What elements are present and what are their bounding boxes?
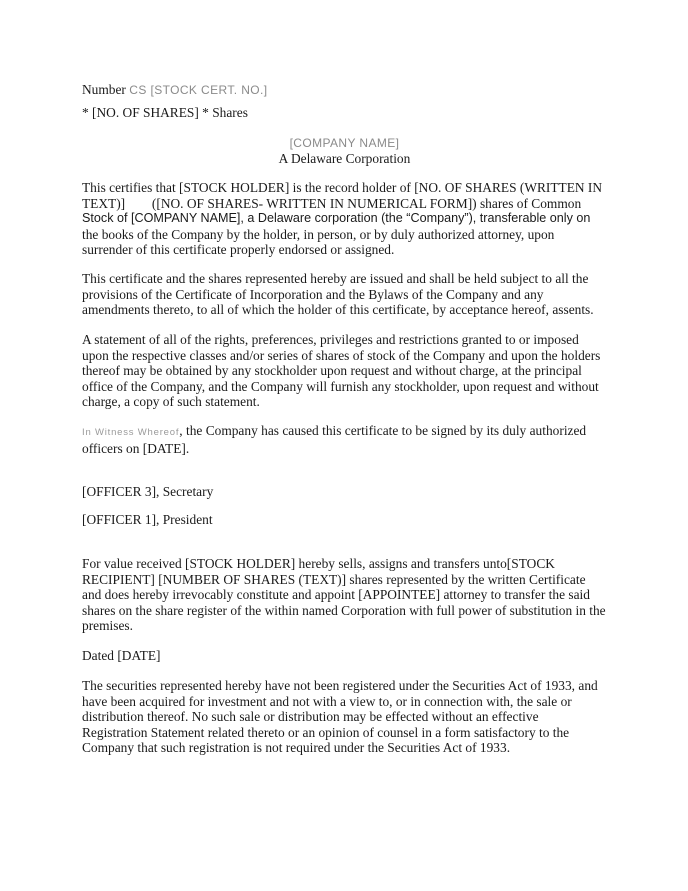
cert-line-2: [82, 196, 607, 212]
transfer-paragraph: For value received [STOCK HOLDER] hereby sells, assigns and transfers unto[STOCK RECIPIENT] [NUMBER OF SHARES (TEXT)] shares represented by the written Certificate and does hereby irrevocably constitute and appoint [APPOINTEE] attorney to transfer the said shares on the share register of the within named Corporation with full power of substitution in the premises.: [82, 556, 606, 634]
cert-line-5: surrender of this certificate properly endorsed or assigned.: [82, 242, 395, 258]
securities-legend-paragraph: The securities represented hereby have not been registered under the Securities Act of 1933, and have been acquired for investment and not with a view to, or in connection with, the sale or distribution thereof. No such sale or distribution may be effected without an effective Registration Statement related thereto or an opinion of counsel in a form satisfactory to the Company that such registration is not required under the Securities Act of 1933.: [82, 678, 598, 756]
company-name: [COMPANY NAME]: [289, 136, 400, 150]
officer-1-signature: [OFFICER 1], President: [82, 512, 213, 527]
witness-paragraph: [82, 423, 607, 456]
number-label: Number: [82, 82, 126, 97]
cert-line-2-text: TEXT)] ([NO. OF SHARES- WRITTEN IN NUMERICAL FORM]) shares of Common: [82, 195, 582, 211]
witness-text: , the Company has caused this certificate to be signed by its duly authorized officers on [DATE].: [82, 423, 587, 456]
shares-line: * [NO. OF SHARES] * Shares: [82, 105, 248, 120]
cert-line-1: This certifies that [STOCK HOLDER] is the record holder of [NO. OF SHARES (WRITTEN IN: [82, 180, 603, 195]
cert-line-3: Stock of [COMPANY NAME], a Delaware corporation (the “Company”), transferable only on: [82, 211, 591, 226]
certificate-number-placeholder: CS [STOCK CERT. NO.]: [129, 83, 268, 97]
cert-line-4: the books of the Company by the holder, in person, or by duly authorized attorney, upon: [82, 226, 555, 242]
terms-paragraph: This certificate and the shares represented hereby are issued and shall be held subject to all the provisions of the Certificate of Incorporation and the Bylaws of the Company and any amendments thereto, to all of which the holder of this certificate, by acceptance hereof, assents.: [82, 271, 594, 318]
corporation-type: A Delaware Corporation: [278, 151, 411, 166]
certificate-number-line: [82, 82, 268, 99]
witness-lead: In Witness Whereof: [82, 427, 180, 438]
rights-statement-paragraph: A statement of all of the rights, preferences, privileges and restrictions granted to or imposed upon the respective classes and/or series of shares of stock of the Company and upon the holders thereof may be obtained by any stockholder upon request and without charge, at the principal office of the Company, and the Company will furnish any stockholder, upon request and without charge, a copy of such statement.: [82, 332, 601, 410]
dated-line: Dated [DATE]: [82, 648, 161, 663]
officer-3-signature: [OFFICER 3], Secretary: [82, 484, 214, 499]
certification-paragraph: [82, 180, 607, 258]
